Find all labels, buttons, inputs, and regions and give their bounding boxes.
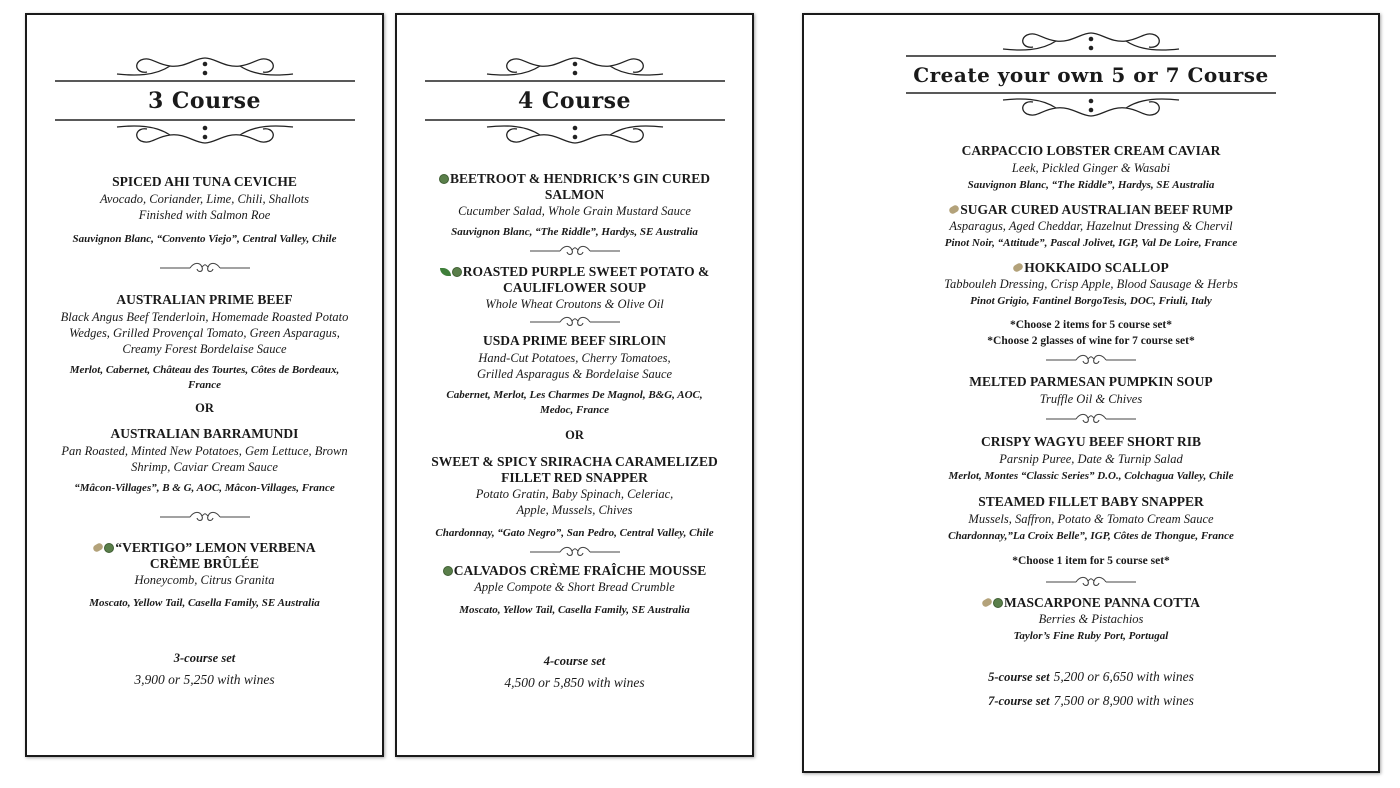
bottom-flourish-icon (906, 88, 1276, 120)
dish-title: FILLET RED SNAPPER (501, 470, 648, 485)
dish-description: Black Angus Beef Tenderloin, Homemade Roasted Potato (60, 310, 349, 324)
scroll-divider-icon (1046, 575, 1136, 589)
nut-icon (92, 542, 104, 553)
dish-ceviche (41, 173, 368, 247)
vegetarian-icon (443, 566, 453, 576)
dish-description: Whole Wheat Croutons & Olive Oil (485, 297, 664, 311)
wine-pairing: Moscato, Yellow Tail, Casella Family, SE Australia (459, 604, 690, 616)
wine-pairing: Merlot, Cabernet, Château des Tourtes, Côtes de Bordeaux, (69, 364, 340, 376)
wine-pairing: France (188, 379, 221, 391)
dish-hokkaido-scallop (818, 260, 1364, 309)
dish-description: Wedges, Grilled Provençal Tomato, Green Asparagus, (69, 326, 340, 340)
scroll-divider-icon (160, 510, 250, 524)
wine-pairing: Medoc, France (539, 404, 610, 416)
wine-pairing: Merlot, Montes “Classic Series” D.O., Colchagua Valley, Chile (948, 470, 1234, 482)
dish-description: Grilled Asparagus & Bordelaise Sauce (476, 367, 673, 381)
dish-description: Finished with Salmon Roe (138, 208, 271, 222)
or-separator: OR (195, 401, 214, 415)
dish-description: Creamy Forest Bordelaise Sauce (122, 342, 287, 356)
card-header (906, 29, 1276, 120)
dish-prime-beef (41, 291, 368, 393)
price-value: 7,500 or 8,900 with wines (1053, 693, 1194, 708)
leaf-icon (440, 268, 451, 276)
set-price-5 (818, 668, 1364, 686)
wine-pairing: Chardonnay, “Gato Negro”, San Pedro, Central Valley, Chile (435, 527, 714, 539)
scroll-divider-icon (530, 545, 620, 559)
menu-card-custom-course (802, 13, 1380, 773)
top-flourish-icon (55, 54, 355, 86)
dish-baby-snapper (818, 493, 1364, 544)
top-flourish-icon (906, 29, 1276, 61)
scroll-divider-icon (160, 261, 250, 275)
dish-title: “VERTIGO” LEMON VERBENA (115, 540, 316, 555)
dish-description: Apple, Mussels, Chives (516, 503, 633, 517)
price-label: 7-course set (988, 694, 1050, 708)
nut-icon (981, 597, 993, 608)
price-label: 4-course set (543, 654, 606, 668)
course-title: 4 Course (517, 88, 632, 114)
menu-card-4-course (395, 13, 754, 757)
wine-pairing: Sauvignon Blanc, “Convento Viejo”, Central Valley, Chile (72, 233, 337, 245)
card-header (425, 54, 725, 147)
dish-description: Apple Compote & Short Bread Crumble (474, 580, 675, 594)
wine-pairing: Chardonnay,”La Croix Belle”, IGP, Côtes de Thongue, France (948, 530, 1234, 542)
course-title: Create your own 5 or 7 Course (913, 63, 1269, 87)
dish-sweet-potato-soup (411, 264, 738, 312)
dish-title: SALMON (544, 187, 605, 202)
menu-card-3-course (25, 13, 384, 757)
price-value: 3,900 or 5,250 with wines (134, 672, 275, 687)
set-price-7 (818, 692, 1364, 710)
dish-title: CRISPY WAGYU BEEF SHORT RIB (980, 434, 1202, 449)
dish-red-snapper (411, 454, 738, 541)
dish-barramundi (41, 425, 368, 496)
dish-title: AUSTRALIAN PRIME BEEF (116, 292, 293, 307)
dish-description: Tabbouleh Dressing, Crisp Apple, Blood Sausage & Herbs (944, 277, 1238, 291)
choice-note: *Choose 1 item for 5 course set* (1012, 555, 1170, 567)
nut-icon (1012, 262, 1024, 273)
wine-pairing: Pinot Noir, “Attitude”, Pascal Jolivet, IGP, Val De Loire, France (944, 237, 1238, 249)
dish-description: Berries & Pistachios (1038, 612, 1144, 626)
price-label: 3-course set (173, 651, 236, 665)
wine-pairing: Cabernet, Merlot, Les Charmes De Magnol, B&G, AOC, (446, 389, 703, 401)
bottom-flourish-icon (55, 115, 355, 147)
dish-creme-brulee (41, 540, 368, 611)
scroll-divider-icon (1046, 353, 1136, 367)
dish-description: Parsnip Puree, Date & Turnip Salad (999, 452, 1183, 466)
dish-title: CALVADOS CRÈME FRAÎCHE MOUSSE (453, 563, 707, 578)
dish-title: BEETROOT & HENDRICK’S GIN CURED (449, 171, 711, 186)
dish-wagyu-short-rib (818, 433, 1364, 484)
course-title: 3 Course (147, 88, 262, 114)
scroll-divider-icon (530, 244, 620, 258)
dish-beef-rump (818, 202, 1364, 251)
choice-note: *Choose 2 items for 5 course set* (1009, 319, 1173, 331)
dish-description: Mussels, Saffron, Potato & Tomato Cream Sauce (968, 512, 1214, 526)
dish-title: CRÈME BRÛLÉE (149, 556, 260, 571)
wine-pairing: Pinot Grigio, Fantinel BorgoTesis, DOC, Friuli, Italy (970, 295, 1212, 307)
price-value: 4,500 or 5,850 with wines (504, 675, 645, 690)
scroll-divider-icon (1046, 412, 1136, 426)
wine-pairing: “Mâcon-Villages”, B & G, AOC, Mâcon-Villages, France (74, 482, 335, 494)
dish-description: Asparagus, Aged Cheddar, Hazelnut Dressing & Chervil (949, 219, 1233, 233)
choice-notes (818, 317, 1364, 349)
dish-description: Honeycomb, Citrus Granita (134, 573, 275, 587)
dish-cured-salmon (411, 171, 738, 240)
dish-title: USDA PRIME BEEF SIRLOIN (483, 333, 666, 348)
dish-description: Hand-Cut Potatoes, Cherry Tomatoes, (478, 351, 671, 365)
wine-pairing: Sauvignon Blanc, “The Riddle”, Hardys, SE Australia (967, 179, 1215, 191)
scroll-divider-icon (530, 315, 620, 329)
dish-title: MASCARPONE PANNA COTTA (1003, 595, 1200, 610)
dish-description: Shrimp, Caviar Cream Sauce (131, 460, 278, 474)
bottom-flourish-icon (425, 115, 725, 147)
dish-description: Potato Gratin, Baby Spinach, Celeriac, (475, 487, 674, 501)
dish-title: SWEET & SPICY SRIRACHA CARAMELIZED (431, 454, 718, 469)
choice-note: *Choose 2 glasses of wine for 7 course set* (987, 335, 1195, 347)
set-price (41, 651, 368, 688)
vegetarian-icon (104, 543, 114, 553)
wine-pairing: Sauvignon Blanc, “The Riddle”, Hardys, SE Australia (451, 226, 698, 238)
dish-title: MELTED PARMESAN PUMPKIN SOUP (969, 374, 1213, 389)
dish-pumpkin-soup (818, 373, 1364, 407)
top-flourish-icon (425, 54, 725, 86)
dish-title: ROASTED PURPLE SWEET POTATO & (462, 264, 710, 279)
dish-description: Truffle Oil & Chives (1039, 392, 1143, 406)
dish-title: STEAMED FILLET BABY SNAPPER (978, 494, 1204, 509)
dish-title: CAULIFLOWER SOUP (503, 280, 646, 295)
price-value: 5,200 or 6,650 with wines (1053, 669, 1194, 684)
nut-icon (948, 204, 960, 215)
dish-calvados-mousse (411, 563, 738, 618)
dish-title: SUGAR CURED AUSTRALIAN BEEF RUMP (960, 202, 1233, 217)
dish-lobster-carpaccio (818, 142, 1364, 193)
dish-title: AUSTRALIAN BARRAMUNDI (110, 426, 299, 441)
dish-beef-sirloin (411, 332, 738, 418)
set-price (411, 654, 738, 691)
vegetarian-icon (439, 174, 449, 184)
dish-title: HOKKAIDO SCALLOP (1024, 260, 1169, 275)
or-separator: OR (565, 428, 584, 442)
dish-panna-cotta (818, 595, 1364, 644)
vegetarian-icon (452, 267, 462, 277)
price-label: 5-course set (988, 670, 1050, 684)
card-header (55, 54, 355, 147)
wine-pairing: Moscato, Yellow Tail, Casella Family, SE Australia (89, 597, 320, 609)
dish-description: Leek, Pickled Ginger & Wasabi (1011, 161, 1171, 175)
dish-description: Avocado, Coriander, Lime, Chili, Shallots (99, 192, 310, 206)
dish-title: SPICED AHI TUNA CEVICHE (112, 174, 297, 189)
dish-description: Pan Roasted, Minted New Potatoes, Gem Lettuce, Brown (61, 444, 348, 458)
dish-title: CARPACCIO LOBSTER CREAM CAVIAR (961, 143, 1221, 158)
vegetarian-icon (993, 598, 1003, 608)
wine-pairing: Taylor’s Fine Ruby Port, Portugal (1013, 630, 1169, 642)
dish-description: Cucumber Salad, Whole Grain Mustard Sauce (458, 204, 691, 218)
